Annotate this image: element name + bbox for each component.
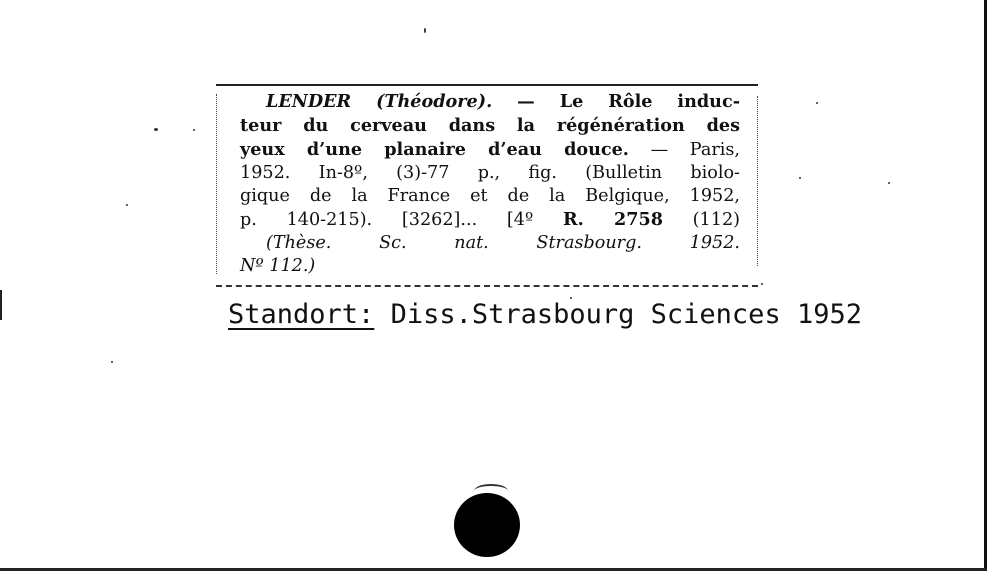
- entry-text: R. 2758: [562, 209, 663, 230]
- bibliographic-entry: [240, 90, 740, 278]
- scan-speck: [799, 177, 801, 179]
- scan-speck: [154, 128, 158, 131]
- scan-speck: [424, 28, 426, 33]
- entry-line: [240, 255, 740, 278]
- scan-speck: [761, 283, 763, 285]
- location-value: Diss.Strasbourg Sciences 1952: [374, 299, 862, 330]
- catalog-clipping: [216, 84, 758, 288]
- entry-text: Nº 112.): [240, 256, 316, 276]
- entry-text: p. 140-215). [3262]... [4º: [240, 210, 563, 230]
- card-edge-left: [0, 290, 2, 320]
- entry-line: [240, 232, 740, 255]
- entry-line: [240, 208, 740, 232]
- scan-speck: [570, 297, 572, 299]
- entry-text: — Le Rôle induc-: [492, 91, 740, 112]
- punch-hole: [454, 493, 520, 557]
- entry-line: [240, 90, 740, 114]
- clipping-left-edge: [216, 94, 217, 274]
- entry-line: [240, 114, 740, 138]
- location-label: Standort:: [228, 299, 375, 330]
- entry-line: [240, 185, 740, 208]
- entry-text: LENDER (Théodore).: [266, 91, 493, 112]
- card-edge-bottom: [0, 568, 987, 571]
- location-line: [228, 299, 862, 330]
- entry-text: 1952. In-8º, (3)-77 p., fig. (Bulletin biolo-: [240, 163, 740, 183]
- entry-text: — Paris,: [628, 140, 740, 160]
- clipping-top-edge: [216, 84, 758, 86]
- entry-text: gique de la France et de la Belgique, 1952,: [240, 186, 740, 206]
- scan-speck: [111, 361, 113, 363]
- entry-line: [240, 138, 740, 162]
- entry-text: (112): [662, 210, 740, 230]
- clipping-bottom-edge: [216, 285, 758, 287]
- entry-text: yeux d’une planaire d’eau douce.: [240, 139, 629, 160]
- scan-speck: [888, 182, 890, 184]
- scan-speck: [126, 204, 128, 206]
- entry-text: (Thèse. Sc. nat. Strasbourg. 1952.: [266, 233, 740, 253]
- card-edge-right: [984, 0, 987, 570]
- entry-line: [240, 162, 740, 185]
- scan-speck: [816, 102, 818, 104]
- scan-speck: [193, 129, 195, 131]
- entry-text: teur du cerveau dans la régénération des: [240, 115, 740, 136]
- clipping-right-edge: [757, 96, 758, 266]
